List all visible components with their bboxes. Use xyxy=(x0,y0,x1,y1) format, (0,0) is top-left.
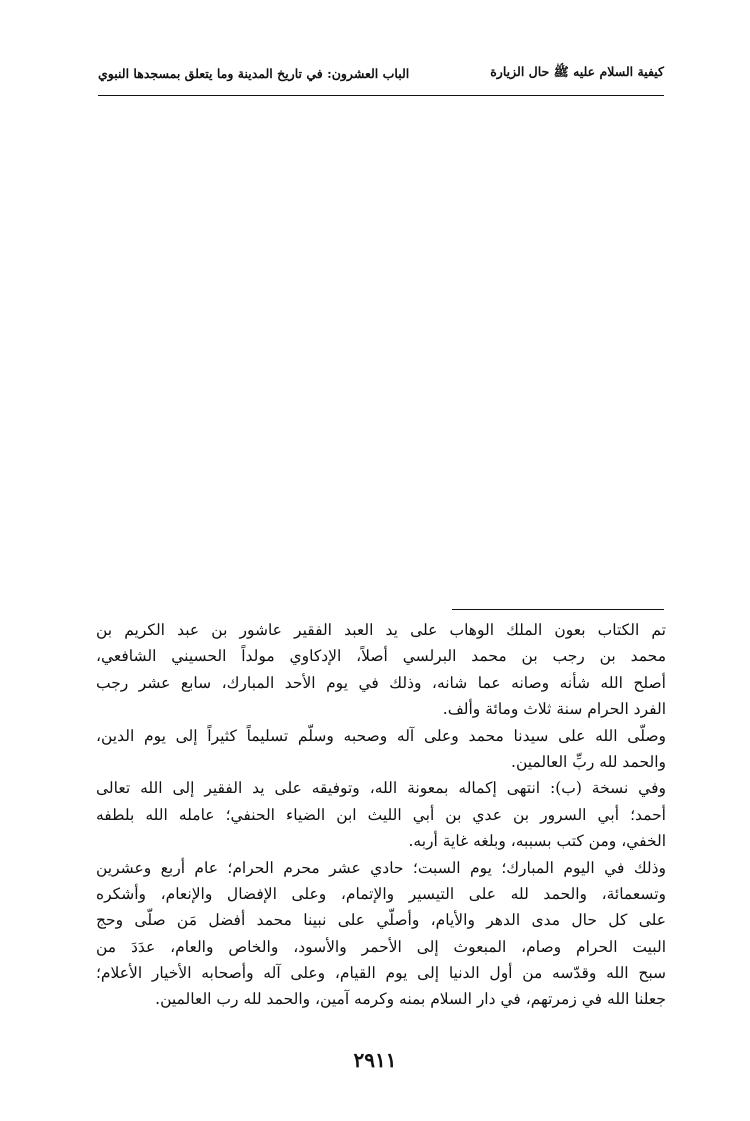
footnote-line: محمد بن رجب بن محمد البرلسي أصلاً، الإدكاوي مولداً الحسيني الشافعي، xyxy=(96,647,666,666)
page-number: ٢٩١١ xyxy=(353,1048,397,1072)
footnote-line: الخفي، ومن كتب بسببه، وبلغه غاية أربه. xyxy=(408,832,666,851)
footnotes xyxy=(96,617,666,1013)
running-header-section-title: كيفية السلام عليه ﷺ حال الزيارة xyxy=(490,63,664,79)
footnote-separator xyxy=(452,609,664,610)
footnote-line: وتسعمائة، والحمد لله على التيسير والإتمام، وعلى الإفضال والإنعام، وأشكره xyxy=(96,884,666,903)
footnote-line: أحمد؛ أبي السرور بن عدي بن أبي الليث ابن الضياء الحنفي؛ عامله الله بلطفه xyxy=(96,805,666,824)
footnote-line: على كل حال مدى الدهر والأيام، وأصلّي على نبينا محمد أفضل مَن صلّى وحج xyxy=(96,911,666,930)
header-rule xyxy=(98,95,664,96)
footnote-line: وصلّى الله على سيدنا محمد وعلى آله وصحبه وسلّم تسليماً كثيراً إلى يوم الدين، xyxy=(96,726,666,745)
footnote-line: والحمد لله ربِّ العالمين. xyxy=(511,752,666,771)
running-header xyxy=(98,62,664,84)
footnote-line: أصلح الله شأنه وصانه عما شانه، وذلك في يوم الأحد المبارك، سابع عشر رجب xyxy=(96,673,666,692)
footnote-line: الفرد الحرام سنة ثلاث ومائة وألف. xyxy=(442,700,666,719)
footnote-line: وذلك في اليوم المبارك؛ يوم السبت؛ حادي عشر محرم الحرام؛ عام أربع وعشرين xyxy=(96,858,666,877)
footnote-line: جعلنا الله في زمرتهم، في دار السلام بمنه وكرمه آمين، والحمد لله رب العالمين. xyxy=(155,990,666,1009)
footnote-line: تم الكتاب بعون الملك الوهاب على يد العبد الفقير عاشور بن عبد الكريم بن xyxy=(96,621,666,639)
footnote-line: وفي نسخة (ب): انتهى إكماله بمعونة الله، وتوفيقه على يد الفقير إلى الله تعالى xyxy=(96,779,666,798)
running-header-chapter-title: الباب العشرون: في تاريخ المدينة وما يتعلق بمسجدها النبوي xyxy=(98,65,410,81)
footnote-line: سبح الله وقدّسه من أول الدنيا إلى يوم القيام، وعلى آله وأصحابه الأخيار الأعلام؛ xyxy=(96,964,666,983)
footnote-line: البيت الحرام وصام، المبعوث إلى الأحمر والأسود، والخاص والعام، عدَدَ من xyxy=(96,937,666,956)
